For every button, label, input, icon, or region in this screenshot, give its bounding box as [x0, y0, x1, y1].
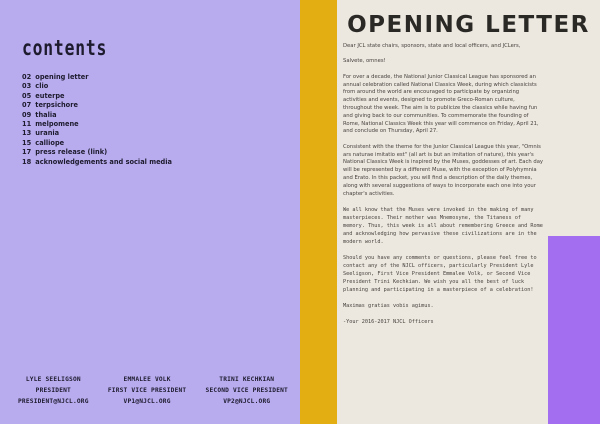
toc-label: clio — [35, 82, 49, 91]
letter-paragraph-1: For over a decade, the National Junior Classical League has sponsored an annual celebration called National Classics Week, during which classicists from around the world are encouraged to participate by organizing activities and events, designed to promote Greco-Roman culture, throughout the week. The aim is to publicize the classics while having fun and giving back to our communities. To commemorate the founding of Rome, National Classics Week this year will commence on Friday, April 21, and conclude on Thursday, April 27. — [343, 73, 539, 135]
toc-label: urania — [35, 129, 60, 138]
toc-item-melpomene[interactable] — [22, 120, 172, 129]
toc-label: euterpe — [35, 91, 65, 100]
toc-label: melpomene — [35, 120, 79, 129]
letter-paragraph-3: We all know that the Muses were invoked in the making of many masterpieces. Their mother was Mnemosyne, the Titaness of memory. Thus, this week is all about remembering Greece and Rome and acknowledging how pervasive these civilizations are in the modern world. — [343, 206, 543, 246]
toc-item-calliope[interactable] — [22, 139, 172, 148]
officer-president — [18, 374, 89, 407]
toc-label: acknowledgements and social media — [35, 157, 172, 166]
letter-salutation: Salvete, omnes! — [343, 58, 386, 65]
letter-signature: -Your 2016-2017 NJCL Officers — [343, 318, 434, 325]
letter-paragraph-4: Should you have any comments or questions, please feel free to contact any of the NJCL officers, particularly President Lyle Seeligson, First Vice President Emmalee Volk, or Second Vice President Trini Kechkian. We wish you all the best of luck planning and participating in a masterpiece of a celebration! — [343, 254, 537, 294]
officer-email-link[interactable]: VP2@NJCL.ORG — [223, 398, 271, 405]
letter-closing: Maximas gratias vobis agimus. — [343, 303, 434, 310]
toc-page-number: 07 — [22, 101, 32, 110]
toc-item-urania[interactable] — [22, 129, 172, 138]
officer-name: LYLE SEELIGSON — [25, 376, 81, 383]
toc-label: terpsichore — [35, 101, 78, 110]
officer-role: SECOND VICE PRESIDENT — [205, 387, 288, 394]
toc-item-euterpe[interactable] — [22, 92, 172, 101]
officer-second-vp — [206, 374, 288, 407]
toc-page-number: 11 — [22, 120, 32, 129]
toc-page-number: 02 — [22, 73, 32, 81]
officer-first-vp — [108, 374, 187, 407]
toc-item-acknowledgements[interactable] — [22, 158, 172, 167]
toc-page-number: 17 — [22, 148, 32, 157]
toc-page-number: 03 — [22, 82, 32, 91]
officer-email-link[interactable]: PRESIDENT@NJCL.ORG — [18, 398, 89, 405]
officer-contacts — [18, 374, 288, 407]
gold-divider-strip — [300, 0, 337, 424]
officer-name: TRINI KECHKIAN — [219, 376, 275, 383]
toc-item-press-release[interactable] — [22, 148, 172, 157]
contents-title: contents — [22, 36, 108, 60]
toc-page-number: 13 — [22, 129, 32, 138]
toc-label: opening letter — [35, 73, 89, 81]
table-of-contents — [22, 73, 172, 167]
letter-greeting: Dear JCL state chairs, sponsors, state and local officers, and JCLers, — [343, 43, 521, 49]
officer-name: EMMALEE VOLK — [123, 376, 171, 383]
toc-page-number: 15 — [22, 138, 32, 147]
officer-email-link[interactable]: VP1@NJCL.ORG — [123, 398, 171, 405]
letter-title: OPENING LETTER — [347, 12, 590, 38]
toc-item-opening-letter[interactable] — [22, 73, 172, 82]
toc-label: thalia — [35, 110, 57, 119]
toc-item-thalia[interactable] — [22, 111, 172, 120]
purple-accent-block — [548, 236, 600, 424]
toc-item-terpsichore[interactable] — [22, 101, 172, 110]
toc-label: press release (link) — [35, 148, 108, 157]
letter-body — [343, 43, 543, 333]
officer-role: PRESIDENT — [35, 387, 71, 394]
toc-page-number: 05 — [22, 91, 32, 100]
letter-paragraph-2: Consistent with the theme for the Junior Classical League this year, "Omnis ars naturae imitatio est" (all art is but an imitation of nature), this year's National Classics Week is inspired by the Muses, goddesses of art. Each day will be represented by a different Muse, with the exception of Polyhymnia and Erato. In this packet, you will find a description of the daily themes, along with several suggestions of ways to incorporate each one into your chapter's activities. — [343, 143, 544, 197]
officer-role: FIRST VICE PRESIDENT — [107, 387, 187, 394]
toc-label: calliope — [35, 138, 65, 147]
toc-item-clio[interactable] — [22, 82, 172, 91]
toc-page-number: 09 — [22, 110, 32, 119]
toc-page-number: 18 — [22, 157, 32, 166]
